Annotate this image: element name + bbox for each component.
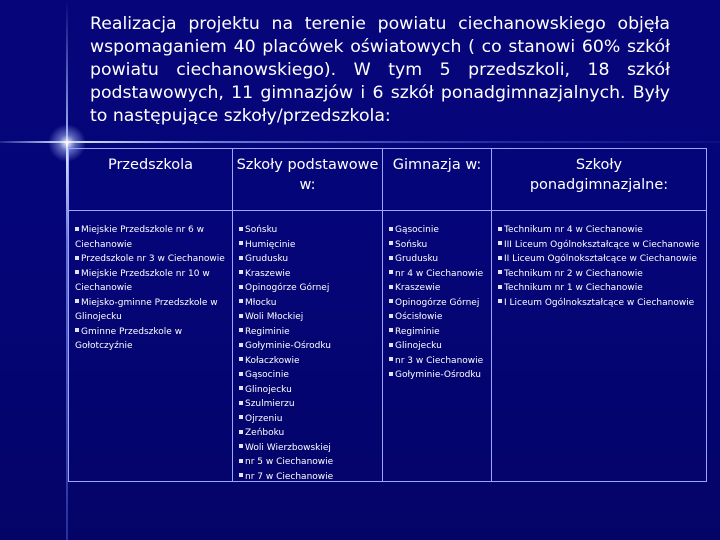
list-item-label: Opinogórze Górnej [395, 297, 480, 308]
list-item [239, 339, 378, 354]
list-item-label: Zeńboku [245, 428, 285, 438]
bullet-icon [75, 328, 79, 332]
list-item-label: Gąsocinie [395, 225, 439, 235]
list-item-label: Technikum nr 1 w Ciechanowie [504, 283, 643, 293]
bullet-icon [239, 459, 243, 463]
bullet-icon [75, 227, 79, 231]
list-item [389, 368, 487, 383]
bullet-icon [239, 256, 243, 260]
list-item-label: Woli Młockiej [245, 312, 304, 322]
list-item-label: Szulmierzu [245, 399, 295, 409]
bullet-icon [239, 415, 243, 419]
list-item [239, 267, 378, 282]
list-item [498, 238, 702, 253]
list-item [75, 252, 228, 267]
list-item [239, 412, 378, 427]
list-item-label: Opinogórze Górnej [245, 283, 330, 293]
list-item [239, 296, 378, 311]
list-item [389, 267, 487, 282]
bullet-icon [239, 444, 243, 448]
bullet-icon [498, 299, 502, 303]
column-header: Przedszkola [69, 149, 232, 211]
list-item [389, 238, 487, 253]
schools-table [68, 148, 707, 482]
bullet-icon [239, 430, 243, 434]
list-item-label: Regiminie [395, 326, 440, 337]
list-item [239, 252, 378, 267]
list-item-label: Sońsku [245, 225, 278, 235]
list-item-label: Miejsko-gminne Przedszkole w Glinojecku [75, 297, 218, 322]
list-item [239, 310, 378, 325]
bullet-icon [75, 256, 79, 260]
list-item [239, 238, 378, 253]
list-item-label: Miejskie Przedszkole nr 6 w Ciechanowie [75, 225, 204, 250]
list-item-label: Młocku [245, 297, 277, 308]
list-item [75, 267, 228, 296]
bullet-icon [498, 227, 502, 231]
bullet-icon [389, 357, 393, 361]
column-ponadgimnazjalne [492, 149, 706, 481]
bullet-icon [389, 256, 393, 260]
bullet-icon [239, 227, 243, 231]
list-item-label: Kraszewie [395, 283, 441, 293]
list-item-label: Miejskie Przedszkole nr 10 w Ciechanowie [75, 268, 210, 293]
list-item-label: Glinojecku [245, 384, 292, 395]
list-item-label: Regiminie [245, 326, 290, 337]
list-item [389, 325, 487, 340]
list-item-label: Przedszkole nr 3 w Ciechanowie [81, 254, 225, 264]
list-item [239, 281, 378, 296]
list-item [389, 223, 487, 238]
list-item [239, 223, 378, 238]
list-item [498, 281, 702, 296]
bullet-icon [389, 314, 393, 318]
column-header: Szkoły podstawowe w: [233, 149, 382, 211]
list-item-label: Gminne Przedszkole w Gołotczyźnie [75, 326, 183, 351]
bullet-icon [389, 328, 393, 332]
list-item-label: nr 3 w Ciechanowie [395, 355, 484, 366]
bullet-icon [498, 285, 502, 289]
list-item [389, 339, 487, 354]
list-item [498, 252, 702, 267]
column-list [492, 211, 706, 481]
list-item [389, 354, 487, 369]
bullet-icon [389, 343, 393, 347]
list-item-label: II Liceum Ogólnokształcące w Ciechanowie [504, 254, 697, 264]
column-header: Gimnazja w: [383, 149, 491, 211]
bullet-icon [239, 299, 243, 303]
bullet-icon [239, 357, 243, 361]
list-item [239, 455, 378, 470]
bullet-icon [239, 328, 243, 332]
list-item-label: Grudusku [395, 254, 439, 264]
list-item-label: nr 5 w Ciechanowie [245, 457, 334, 467]
list-item [498, 267, 702, 282]
list-item-label: Technikum nr 4 w Ciechanowie [504, 225, 643, 235]
bullet-icon [389, 270, 393, 274]
bullet-icon [239, 270, 243, 274]
bullet-icon [239, 372, 243, 376]
list-item [75, 296, 228, 325]
list-item [239, 397, 378, 412]
bullet-icon [498, 241, 502, 245]
list-item [498, 296, 702, 311]
list-item [239, 470, 378, 485]
column-szkoly-podstawowe [233, 149, 383, 481]
list-item-label: Woli Wierzbowskiej [245, 442, 331, 453]
list-item [498, 223, 702, 238]
bullet-icon [75, 270, 79, 274]
column-przedszkola [69, 149, 233, 481]
list-item [75, 223, 228, 252]
list-item [389, 310, 487, 325]
column-gimnazja [383, 149, 492, 481]
bullet-icon [239, 401, 243, 405]
list-item [239, 354, 378, 369]
bullet-icon [239, 285, 243, 289]
bullet-icon [239, 241, 243, 245]
list-item-label: nr 7 w Ciechanowie [245, 471, 334, 482]
list-item [239, 368, 378, 383]
bullet-icon [389, 227, 393, 231]
list-item [389, 296, 487, 311]
bullet-icon [389, 299, 393, 303]
list-item-label: Gołyminie-Ośrodku [395, 370, 482, 380]
list-item-label: Gołyminie-Ośrodku [245, 341, 332, 351]
list-item-label: Grudusku [245, 254, 289, 264]
column-list [69, 211, 232, 481]
list-item-label: Gąsocinie [245, 370, 289, 380]
column-header: Szkoły ponadgimnazjalne: [492, 149, 706, 211]
list-item [239, 441, 378, 456]
list-item [239, 383, 378, 398]
decorative-flare-horizontal [0, 141, 720, 143]
list-item [239, 325, 378, 340]
list-item-label: Technikum nr 2 w Ciechanowie [504, 268, 643, 279]
bullet-icon [239, 386, 243, 390]
intro-paragraph: Realizacja projektu na terenie powiatu ciechanowskiego objęła wspomaganiem 40 placówek oświatowych ( co stanowi 60% szkół powiatu ciechanowskiego). W tym 5 przedszkoli, 18 szkół podstawowych, 11 gimnazjów i 6 szkół ponadgimnazjalnych. Były to następujące szkoły/przedszkola: [90, 14, 670, 126]
bullet-icon [75, 299, 79, 303]
list-item-label: Kraszewie [245, 268, 291, 279]
list-item-label: nr 4 w Ciechanowie [395, 268, 484, 279]
list-item-label: Kołaczkowie [245, 355, 300, 366]
bullet-icon [389, 285, 393, 289]
bullet-icon [239, 314, 243, 318]
list-item-label: I Liceum Ogólnokształcące w Ciechanowie [504, 297, 695, 308]
list-item [389, 281, 487, 296]
column-list [383, 211, 491, 481]
list-item [389, 252, 487, 267]
bullet-icon [498, 270, 502, 274]
bullet-icon [498, 256, 502, 260]
list-item-label: Glinojecku [395, 341, 442, 351]
bullet-icon [389, 372, 393, 376]
column-list [233, 211, 382, 481]
bullet-icon [239, 473, 243, 477]
bullet-icon [239, 343, 243, 347]
list-item-label: Ościsłowie [395, 312, 443, 322]
list-item [75, 325, 228, 354]
list-item-label: Sońsku [395, 239, 428, 250]
list-item-label: Ojrzeniu [245, 413, 283, 424]
list-item [239, 426, 378, 441]
bullet-icon [389, 241, 393, 245]
list-item-label: Humięcinie [245, 239, 296, 250]
list-item-label: III Liceum Ogólnokształcące w Ciechanowie [504, 239, 700, 250]
